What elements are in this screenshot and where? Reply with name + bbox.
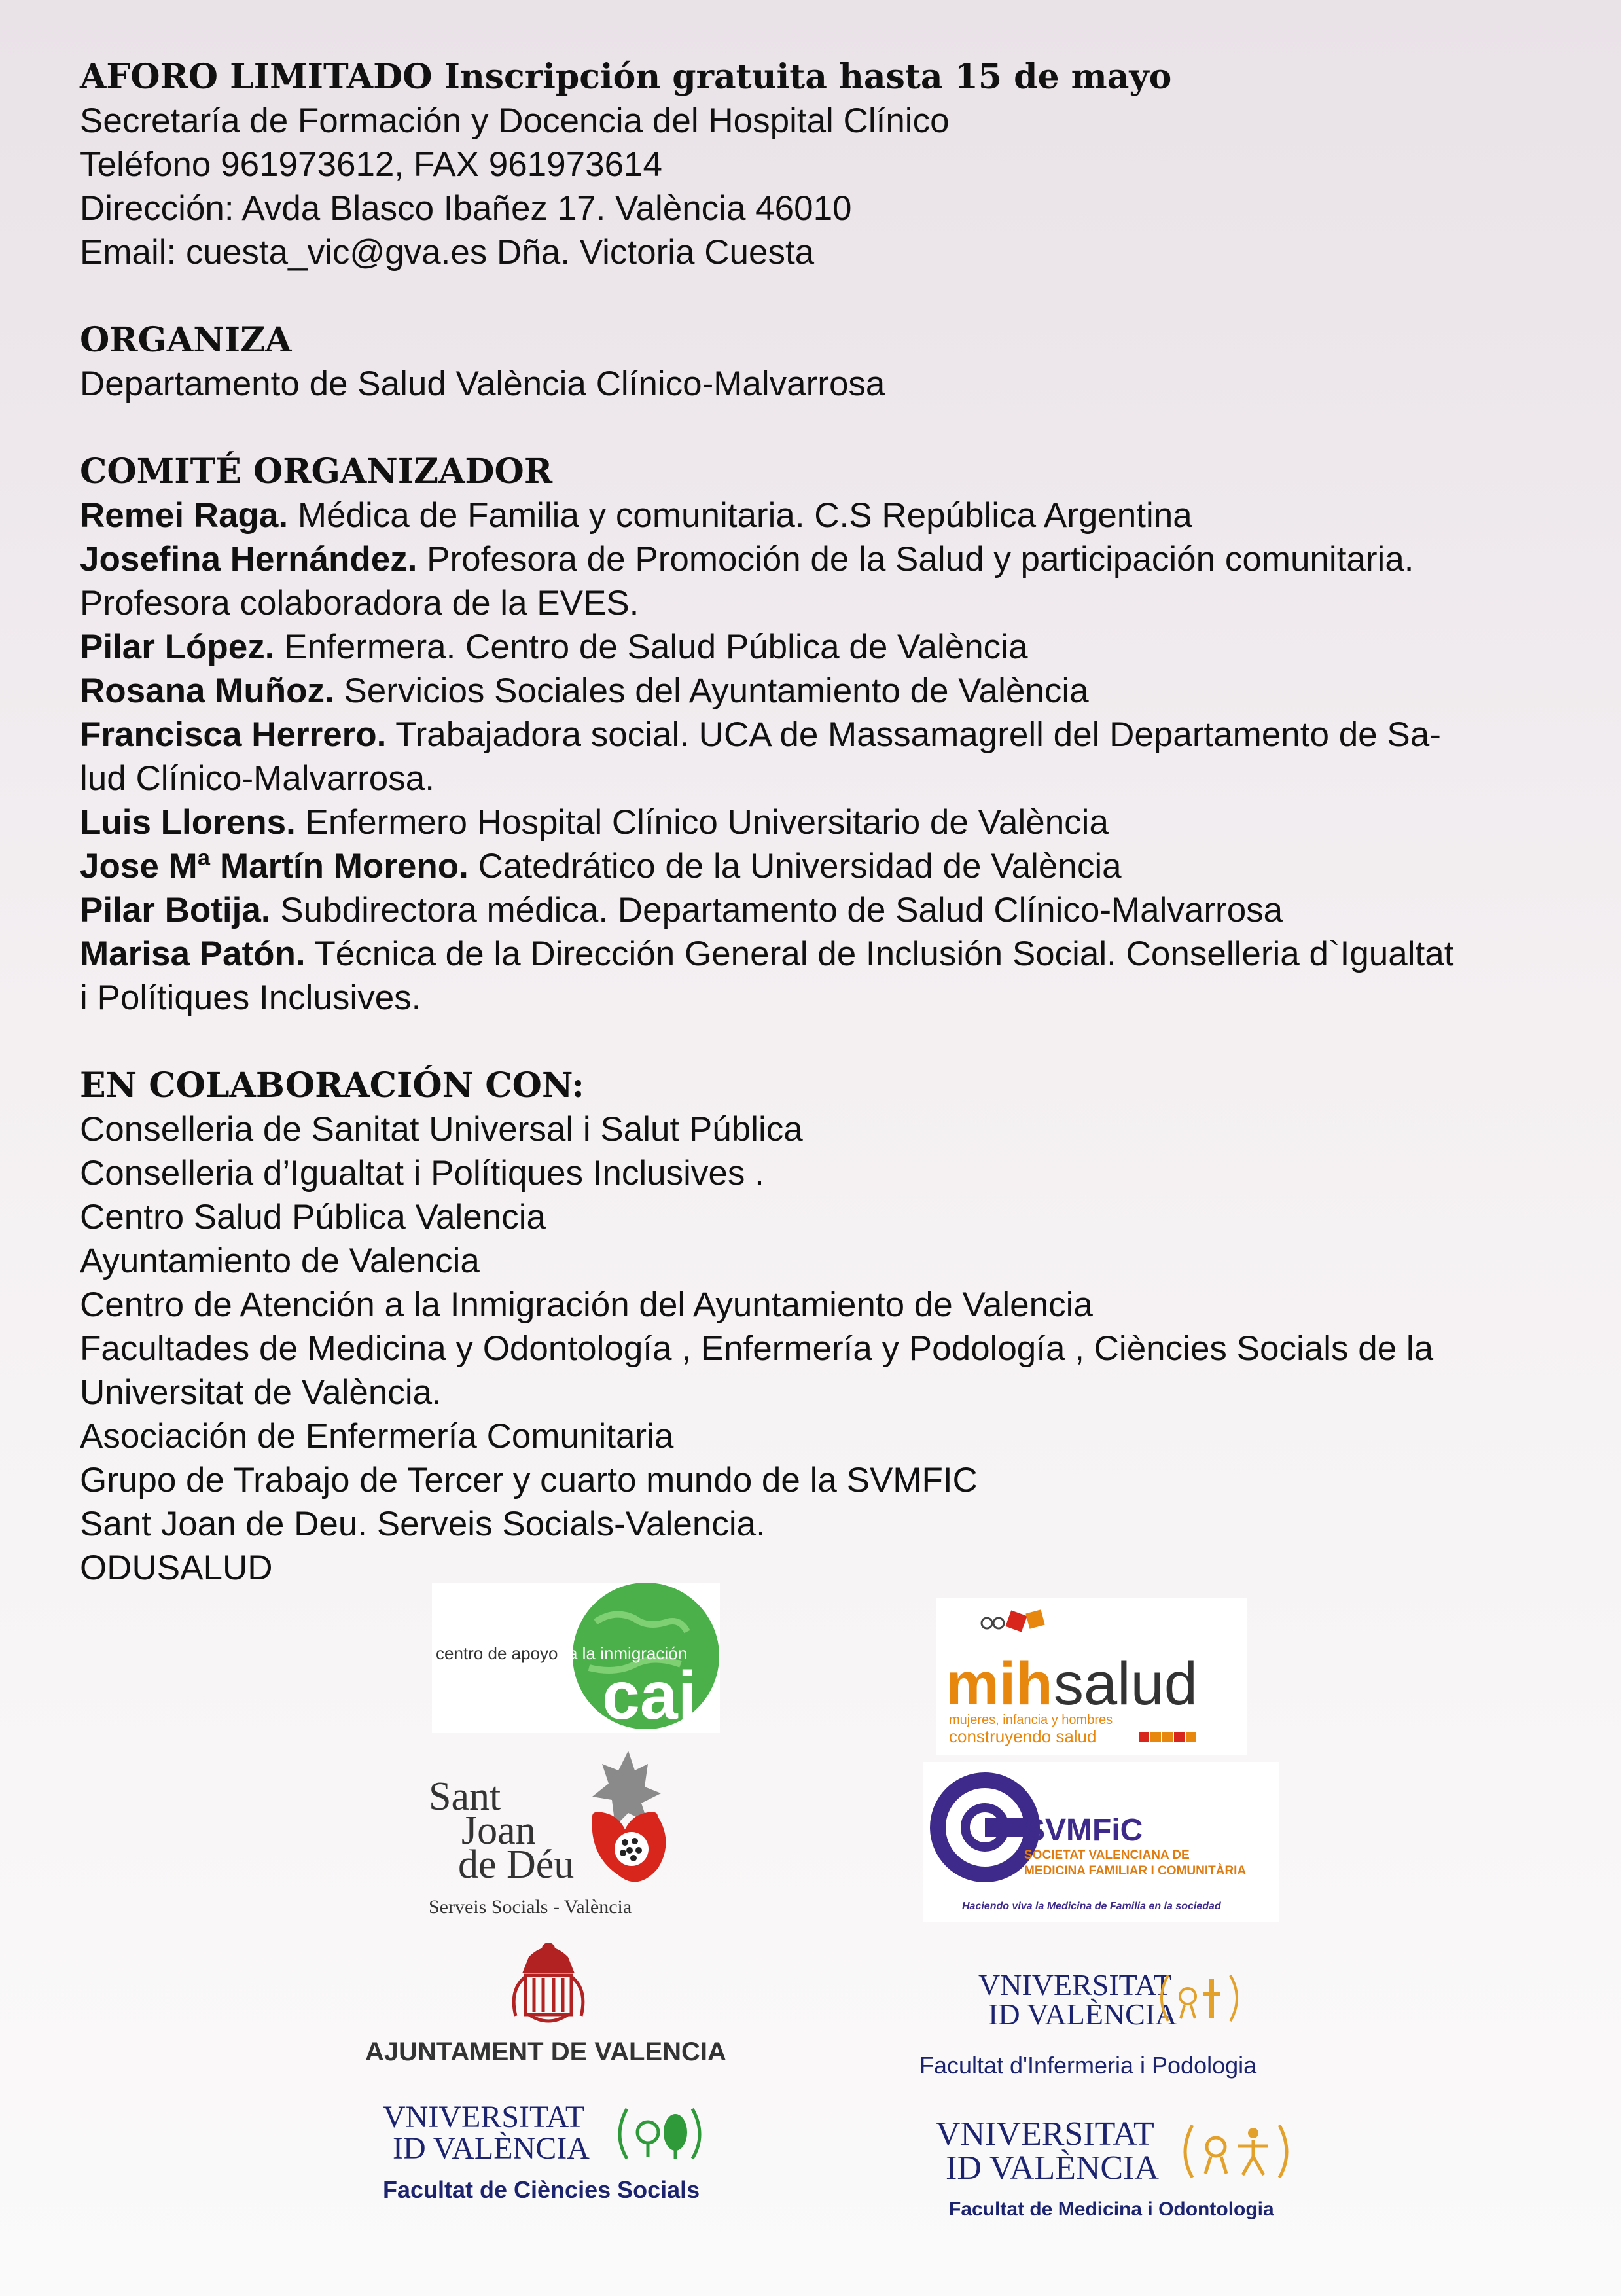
member-desc: Catedrático de la Universidad de València [468,847,1122,886]
comite-member [80,757,1605,800]
info-line: Dirección: Avda Blasco Ibañez 17. València 46010 [80,189,852,228]
member-desc: Profesora colaboradora de la EVES. [80,584,639,622]
member-desc: Técnica de la Dirección General de Inclusión Social. Conselleria d`Igualtat [305,935,1454,973]
cai-logo [432,1583,720,1733]
mihsalud-sub2: construyendo salud [949,1727,1097,1746]
comite-member [80,976,1605,1020]
uv-socials-l1: VNIVERSITAT [383,2100,585,2134]
comite-member [80,493,1605,537]
colaboracion-line: Conselleria de Sanitat Universal i Salut Pública [80,1110,803,1149]
uv-medicina-faculty: Facultat de Medicina i Odontologia [949,2198,1274,2220]
member-desc: Subdirectora médica. Departamento de Salud Clínico-Malvarrosa [270,891,1283,929]
info-line: Teléfono 961973612, FAX 961973614 [80,145,663,184]
member-name: Josefina Hernández. [80,540,418,579]
cai-big-text: cai [602,1658,697,1733]
mihsalud-logo [936,1598,1247,1755]
ajuntament-logo [359,1937,764,2078]
colaboracion-line: ODUSALUD [80,1549,273,1587]
colaboracion-line: Asociación de Enfermería Comunitaria [80,1417,674,1456]
mih-text: mih [946,1651,1053,1717]
member-desc: Servicios Sociales del Ayuntamiento de València [334,672,1089,710]
ajuntament-logo-art [359,1937,764,2078]
comite-member [80,844,1605,888]
uv-infermeria-l1: VNIVERSITAT [978,1968,1172,2001]
spacer [80,1020,1605,1064]
colaboracion-line: Grupo de Trabajo de Tercer y cuarto mundo de la SVMFIC [80,1461,978,1499]
uv-medicina-l1: VNIVERSITAT [936,2115,1154,2153]
comite-member [80,625,1605,669]
organiza-heading: ORGANIZA [80,320,292,360]
text-block [80,55,1605,1590]
uv-medicina-logo [936,2111,1302,2225]
comite-member [80,800,1605,844]
uv-infermeria-l2: ID VALÈNCIA [988,1998,1177,2031]
comite-member [80,669,1605,713]
member-desc: i Polítiques Inclusives. [80,978,421,1017]
svmfic-logo [923,1762,1279,1922]
infermeria-emblem-icon [1180,1979,1220,2018]
comite-member [80,581,1605,625]
santjoan-l2: Joan [461,1808,536,1853]
comite-member [80,888,1605,932]
uv-socials-logo-art [380,2094,746,2212]
ajuntament-name: AJUNTAMENT DE VALENCIA [365,2037,726,2066]
colaboracion-line: Conselleria d’Igualtat i Polítiques Inclusives . [80,1154,764,1193]
colaboracion-line: Universitat de València. [80,1373,442,1412]
uv-infermeria-logo [916,1962,1309,2087]
colaboracion-line: Centro Salud Pública Valencia [80,1198,546,1236]
colaboracion-line: Centro de Atención a la Inmigración del Ayuntamiento de Valencia [80,1285,1093,1324]
member-desc: Profesora de Promoción de la Salud y participación comunitaria. [417,540,1414,579]
uv-infermeria-faculty: Facultat d'Infermeria i Podologia [919,2052,1257,2079]
colaboracion-line: Facultades de Medicina y Odontología , Enfermería y Podología , Ciències Socials de la [80,1329,1434,1368]
info-line: Secretaría de Formación y Docencia del Hospital Clínico [80,101,950,140]
spacer [80,274,1605,318]
comite-heading: COMITÉ ORGANIZADOR [80,452,553,492]
uv-socials-l2: ID VALÈNCIA [393,2131,590,2166]
member-name: Remei Raga. [80,496,289,535]
santjoan-l3: de Déu [458,1842,575,1887]
santjoan-l1: Sant [429,1774,501,1819]
tree-emblem-icon [637,2114,687,2159]
member-desc: Enfermera. Centro de Salud Pública de València [274,628,1028,666]
comite-member [80,537,1605,581]
organiza-text: Departamento de Salud València Clínico-Malvarrosa [80,365,885,403]
member-desc: lud Clínico-Malvarrosa. [80,759,435,798]
colaboracion-line: Ayuntamiento de Valencia [80,1242,480,1280]
member-name: Francisca Herrero. [80,715,387,754]
uv-socials-logo [380,2094,746,2212]
member-name: Rosana Muñoz. [80,672,334,710]
comite-member [80,713,1605,757]
cai-arc-text: a la inmigración [568,1643,688,1663]
svmfic-name: SVMFiC [1024,1813,1143,1848]
coat-of-arms-icon [514,1943,583,2021]
member-name: Pilar López. [80,628,275,666]
colaboracion-heading: EN COLABORACIÓN CON: [80,1066,584,1105]
uv-infermeria-logo-art [916,1962,1309,2087]
svmfic-tagline: Haciendo viva la Medicina de Familia en la sociedad [962,1901,1221,1912]
salud-text: salud [1054,1651,1198,1717]
member-desc: Enfermero Hospital Clínico Universitario de València [295,803,1109,842]
member-desc: Trabajadora social. UCA de Massamagrell del Departamento de Sa- [386,715,1441,754]
medicina-emblem-icon [1205,2128,1268,2175]
cai-logo-art [432,1583,720,1733]
uv-medicina-logo-art [936,2111,1302,2225]
member-name: Jose Mª Martín Moreno. [80,847,469,886]
santjoan-logo [419,1744,707,1924]
svmfic-l2: MEDICINA FAMILIAR I COMUNITÀRIA [1024,1864,1247,1878]
mihsalud-sub1: mujeres, infancia y hombres [949,1713,1113,1727]
uv-socials-faculty: Facultat de Ciències Socials [383,2176,700,2203]
santjoan-sub: Serveis Socials - València [429,1896,632,1918]
santjoan-logo-art [419,1744,707,1924]
member-desc: Médica de Familia y comunitaria. C.S República Argentina [288,496,1192,535]
member-name: Pilar Botija. [80,891,271,929]
uv-medicina-l2: ID VALÈNCIA [946,2149,1159,2187]
aforo-header: AFORO LIMITADO Inscripción gratuita hasta 15 de mayo [80,57,1172,97]
info-line: Email: cuesta_vic@gva.es Dña. Victoria Cuesta [80,233,815,272]
member-name: Marisa Patón. [80,935,306,973]
svmfic-logo-art [923,1762,1279,1922]
cai-small-text: centro de apoyo [436,1643,558,1663]
comite-member [80,932,1605,976]
colaboracion-line: Sant Joan de Deu. Serveis Socials-Valencia. [80,1505,766,1543]
member-name: Luis Llorens. [80,803,296,842]
spacer [80,406,1605,450]
svmfic-l1: SOCIETAT VALENCIANA DE [1024,1848,1190,1862]
mihsalud-logo-art [936,1598,1247,1755]
